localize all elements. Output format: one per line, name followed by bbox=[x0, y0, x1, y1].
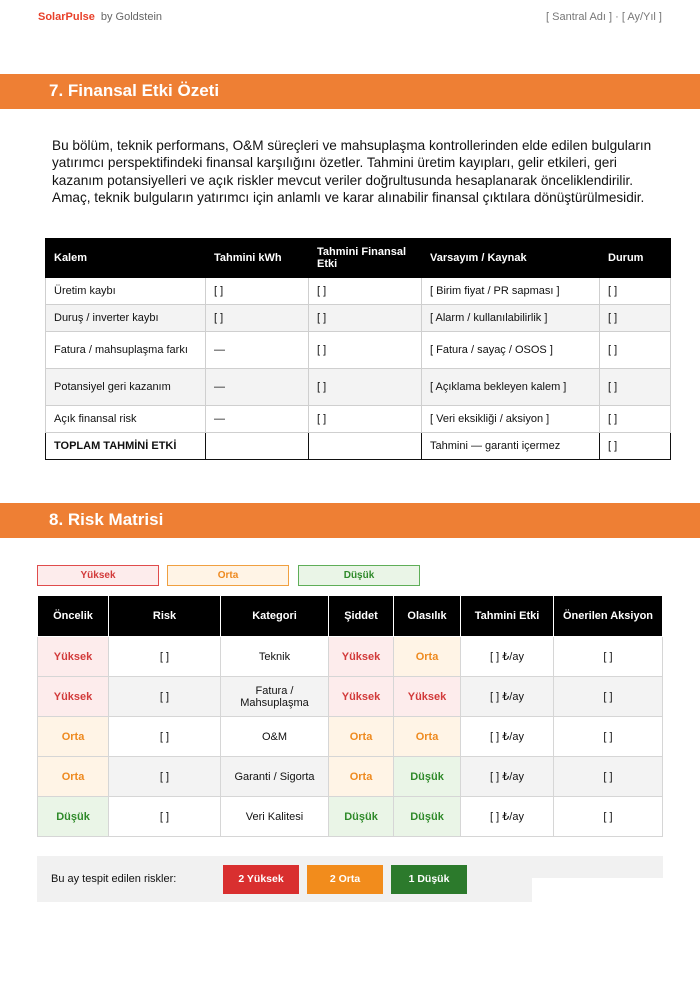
mid-risk-count-badge: 2 Orta bbox=[307, 865, 383, 894]
table-row bbox=[38, 637, 663, 677]
priority-cell: Orta bbox=[38, 717, 109, 757]
category-cell: Veri Kalitesi bbox=[221, 797, 329, 837]
action-cell: [ ] bbox=[554, 757, 663, 797]
table-row bbox=[38, 717, 663, 757]
section-7-header bbox=[0, 74, 700, 109]
risk-cell: [ ] bbox=[109, 637, 221, 677]
cell: Potansiyel geri kazanım bbox=[46, 369, 206, 406]
cell: [ ] bbox=[206, 305, 309, 332]
cell: [ ] bbox=[309, 332, 422, 369]
cell: [ ] bbox=[309, 278, 422, 305]
cell: [ ] bbox=[600, 433, 671, 460]
col-header: Tahmini Finansal Etki bbox=[309, 239, 422, 278]
cell: [ Veri eksikliği / aksiyon ] bbox=[422, 406, 600, 433]
col-header: Şiddet bbox=[329, 596, 394, 637]
legend-low: Düşük bbox=[298, 565, 420, 586]
col-header: Olasılık bbox=[394, 596, 461, 637]
financial-impact-table bbox=[45, 238, 671, 460]
cell: — bbox=[206, 332, 309, 369]
action-cell: [ ] bbox=[554, 797, 663, 837]
risk-cell: [ ] bbox=[109, 717, 221, 757]
cell bbox=[206, 433, 309, 460]
impact-cell: [ ] ₺/ay bbox=[461, 797, 554, 837]
cell: — bbox=[206, 369, 309, 406]
probability-cell: Yüksek bbox=[394, 677, 461, 717]
severity-cell: Yüksek bbox=[329, 637, 394, 677]
cell: [ ] bbox=[600, 305, 671, 332]
col-header: Varsayım / Kaynak bbox=[422, 239, 600, 278]
legend-mid: Orta bbox=[167, 565, 289, 586]
cell: [ ] bbox=[600, 369, 671, 406]
risk-summary bbox=[37, 856, 663, 902]
category-cell: O&M bbox=[221, 717, 329, 757]
priority-cell: Yüksek bbox=[38, 637, 109, 677]
cell: [ Birim fiyat / PR sapması ] bbox=[422, 278, 600, 305]
risk-cell: [ ] bbox=[109, 797, 221, 837]
cell: Tahmini — garanti içermez bbox=[422, 433, 600, 460]
action-cell: [ ] bbox=[554, 677, 663, 717]
priority-cell: Düşük bbox=[38, 797, 109, 837]
action-cell: [ ] bbox=[554, 717, 663, 757]
cell: — bbox=[206, 406, 309, 433]
section-7-intro: Bu bölüm, teknik performans, O&M süreçleri ve mahsuplaşma kontrollerinden elde edilen bulguların yatırımcı perspektifindeki finansal karşılığını özetler. Tahmini üretim kayıpları, gelir etkileri, geri kazanım potansiyelleri ve açık riskler mevcut veriler doğrultusunda hesaplanarak önceliklendirilir. Amaç, teknik bulguların yatırımcı için anlamlı ve karar alınabilir finansal çıktılara dönüştürülmesidir. bbox=[52, 138, 652, 206]
cell: [ ] bbox=[600, 332, 671, 369]
impact-cell: [ ] ₺/ay bbox=[461, 757, 554, 797]
cell: [ ] bbox=[600, 278, 671, 305]
cell: Fatura / mahsuplaşma farkı bbox=[46, 332, 206, 369]
col-header: Öncelik bbox=[38, 596, 109, 637]
probability-cell: Orta bbox=[394, 717, 461, 757]
table-row bbox=[46, 278, 671, 305]
probability-cell: Düşük bbox=[394, 757, 461, 797]
impact-cell: [ ] ₺/ay bbox=[461, 717, 554, 757]
total-row bbox=[46, 433, 671, 460]
cell: Üretim kaybı bbox=[46, 278, 206, 305]
cell: [ ] bbox=[206, 278, 309, 305]
severity-cell: Düşük bbox=[329, 797, 394, 837]
total-label: TOPLAM TAHMİNİ ETKİ bbox=[46, 433, 206, 460]
page-header bbox=[0, 0, 700, 36]
plant-period-meta: [ Santral Adı ] · [ Ay/Yıl ] bbox=[546, 11, 662, 23]
col-header: Tahmini kWh bbox=[206, 239, 309, 278]
table-row bbox=[46, 332, 671, 369]
section-8-header bbox=[0, 503, 700, 538]
cell: [ ] bbox=[309, 406, 422, 433]
col-header: Durum bbox=[600, 239, 671, 278]
section-8-title: 8. Risk Matrisi bbox=[49, 510, 164, 529]
risk-cell: [ ] bbox=[109, 677, 221, 717]
table-row bbox=[46, 406, 671, 433]
cell: Duruş / inverter kaybı bbox=[46, 305, 206, 332]
cell: [ Alarm / kullanılabilirlik ] bbox=[422, 305, 600, 332]
severity-cell: Orta bbox=[329, 757, 394, 797]
brand-by: by Goldstein bbox=[100, 11, 163, 23]
table-row bbox=[46, 369, 671, 406]
priority-cell: Yüksek bbox=[38, 677, 109, 717]
table-row bbox=[38, 757, 663, 797]
cell bbox=[309, 433, 422, 460]
cell: [ Açıklama bekleyen kalem ] bbox=[422, 369, 600, 406]
impact-cell: [ ] ₺/ay bbox=[461, 677, 554, 717]
table-header-row bbox=[46, 239, 671, 278]
severity-cell: Orta bbox=[329, 717, 394, 757]
brand-name: SolarPulse bbox=[38, 11, 95, 23]
table-row bbox=[38, 797, 663, 837]
table-row bbox=[38, 677, 663, 717]
col-header: Risk bbox=[109, 596, 221, 637]
category-cell: Garanti / Sigorta bbox=[221, 757, 329, 797]
high-risk-count-badge: 2 Yüksek bbox=[223, 865, 299, 894]
col-header: Kalem bbox=[46, 239, 206, 278]
brand bbox=[38, 11, 162, 23]
risk-matrix-table bbox=[37, 595, 663, 837]
severity-cell: Yüksek bbox=[329, 677, 394, 717]
legend-high: Yüksek bbox=[37, 565, 159, 586]
low-risk-count-badge: 1 Düşük bbox=[391, 865, 467, 894]
risk-cell: [ ] bbox=[109, 757, 221, 797]
risk-summary-label: Bu ay tespit edilen riskler: bbox=[51, 873, 177, 885]
table-row bbox=[46, 305, 671, 332]
cell: [ ] bbox=[309, 369, 422, 406]
cell: Açık finansal risk bbox=[46, 406, 206, 433]
cell: [ Fatura / sayaç / OSOS ] bbox=[422, 332, 600, 369]
probability-cell: Düşük bbox=[394, 797, 461, 837]
table-header-row bbox=[38, 596, 663, 637]
col-header: Önerilen Aksiyon bbox=[554, 596, 663, 637]
category-cell: Teknik bbox=[221, 637, 329, 677]
impact-cell: [ ] ₺/ay bbox=[461, 637, 554, 677]
action-cell: [ ] bbox=[554, 637, 663, 677]
category-cell: Fatura / Mahsuplaşma bbox=[221, 677, 329, 717]
probability-cell: Orta bbox=[394, 637, 461, 677]
priority-cell: Orta bbox=[38, 757, 109, 797]
col-header: Kategori bbox=[221, 596, 329, 637]
section-7-title: 7. Finansal Etki Özeti bbox=[49, 81, 220, 100]
cell: [ ] bbox=[309, 305, 422, 332]
col-header: Tahmini Etki bbox=[461, 596, 554, 637]
cell: [ ] bbox=[600, 406, 671, 433]
